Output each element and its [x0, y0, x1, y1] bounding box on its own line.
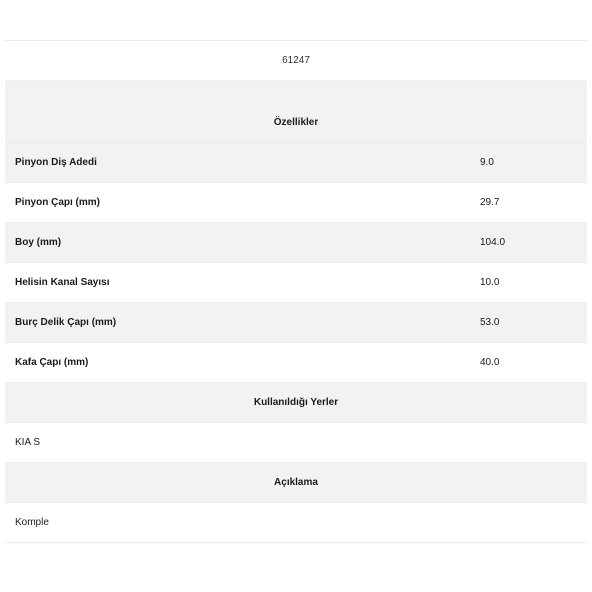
specs-header-row — [5, 103, 587, 143]
spec-row — [5, 263, 587, 303]
product-code-row — [5, 41, 587, 81]
spec-label: Pinyon Diş Adedi — [15, 157, 97, 168]
spacer-row — [5, 81, 587, 103]
usage-value: KIA S — [15, 437, 41, 448]
spec-row — [5, 223, 587, 263]
spec-value: 9.0 — [480, 157, 494, 168]
usage-header-row — [5, 383, 587, 423]
description-row — [5, 503, 587, 543]
description-value: Komple — [15, 517, 49, 528]
spec-value: 40.0 — [480, 357, 500, 368]
spec-value: 29.7 — [480, 197, 500, 208]
spec-label: Burç Delik Çapı (mm) — [15, 317, 117, 328]
usage-row — [5, 423, 587, 463]
spec-label: Helisin Kanal Sayısı — [15, 277, 110, 288]
spec-label: Boy (mm) — [15, 237, 62, 248]
spec-label: Kafa Çapı (mm) — [15, 357, 89, 368]
product-code: 61247 — [282, 55, 310, 66]
spec-row — [5, 343, 587, 383]
specs-title: Özellikler — [273, 117, 319, 128]
usage-title: Kullanıldığı Yerler — [253, 397, 339, 408]
spec-label: Pinyon Çapı (mm) — [15, 197, 101, 208]
spec-value: 10.0 — [480, 277, 500, 288]
spec-value: 104.0 — [480, 237, 506, 248]
spec-row — [5, 143, 587, 183]
description-title: Açıklama — [274, 477, 318, 488]
spec-row — [5, 183, 587, 223]
spec-row — [5, 303, 587, 343]
product-spec-table — [5, 40, 587, 543]
spec-value: 53.0 — [480, 317, 500, 328]
description-header-row — [5, 463, 587, 503]
